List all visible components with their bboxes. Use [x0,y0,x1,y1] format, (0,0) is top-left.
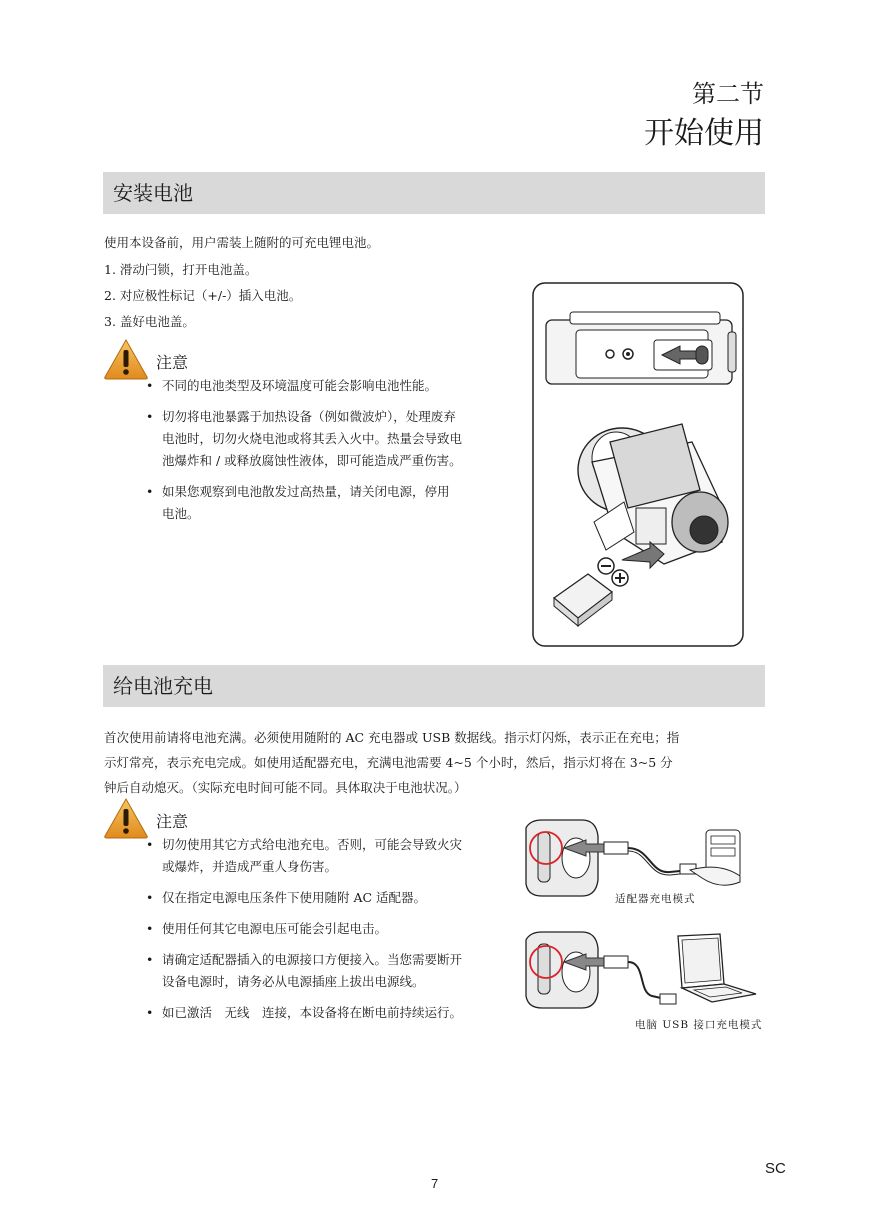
caption-adapter-mode: 适配器充电模式 [615,893,696,905]
note-label: 注意 [156,812,189,831]
list-item: • 不同的电池类型及环境温度可能会影响电池性能。 [146,375,526,397]
charge-notes-list [146,834,526,1033]
warning-icon [103,338,149,380]
list-item: • 使用任何其它电源电压可能会引起电击。 [146,918,526,940]
warning-icon [103,797,149,839]
list-item: • 仅在指定电源电压条件下使用随附 AC 适配器。 [146,887,526,909]
adapter-charging-illustration [520,818,745,900]
install-intro: 使用本设备前，用户需装上随附的可充电锂电池。 [104,235,380,250]
page-number: 7 [431,1176,439,1191]
note-label: 注意 [156,353,189,372]
section-heading-charge-battery: 给电池充电 [103,665,765,707]
install-step-2: 2. 对应极性标记（+/-）插入电池。 [104,288,302,303]
list-item: • 切勿将电池暴露于加热设备（例如微波炉），处理废弃 电池时，切勿火烧电池或将其丢入火中。热量会导致电 池爆炸和 / 或释放腐蚀性液体，即可能造成严重伤害。 [146,406,526,472]
section-heading-install-battery: 安装电池 [103,172,765,214]
list-item: • 请确定适配器插入的电源接口方便接入。当您需要断开 设备电源时，请务必从电源插座上拔出电源线。 [146,949,526,993]
caption-usb-mode: 电脑 USB 接口充电模式 [635,1019,763,1031]
install-notes-list [146,375,526,534]
usb-charging-illustration [520,930,760,1016]
language-code: SC [765,1160,786,1177]
list-item: • 切勿使用其它方式给电池充电。否则，可能会导致火灾 或爆炸，并造成严重人身伤害。 [146,834,526,878]
chapter-title: 开始使用 [644,116,764,151]
list-item: • 如果您观察到电池散发过高热量，请关闭电源，停用 电池。 [146,481,526,525]
charge-paragraph: 首次使用前请将电池充满。必须使用随附的 AC 充电器或 USB 数据线。指示灯闪烁，表示正在充电；指 示灯常亮，表示充电完成。如使用适配器充电，充满电池需要 4~5 个小时，然后，指示灯将在 3~5 分 钟后自动熄灭。（实际充电时间可能不同。具体取决于电池状况。） [104,730,680,795]
chapter-number: 第二节 [692,80,764,108]
battery-install-illustration [532,282,744,647]
install-step-3: 3. 盖好电池盖。 [104,314,195,329]
list-item: • 如已激活 无线 连接，本设备将在断电前持续运行。 [146,1002,526,1024]
install-step-1: 1. 滑动闩锁，打开电池盖。 [104,262,258,277]
